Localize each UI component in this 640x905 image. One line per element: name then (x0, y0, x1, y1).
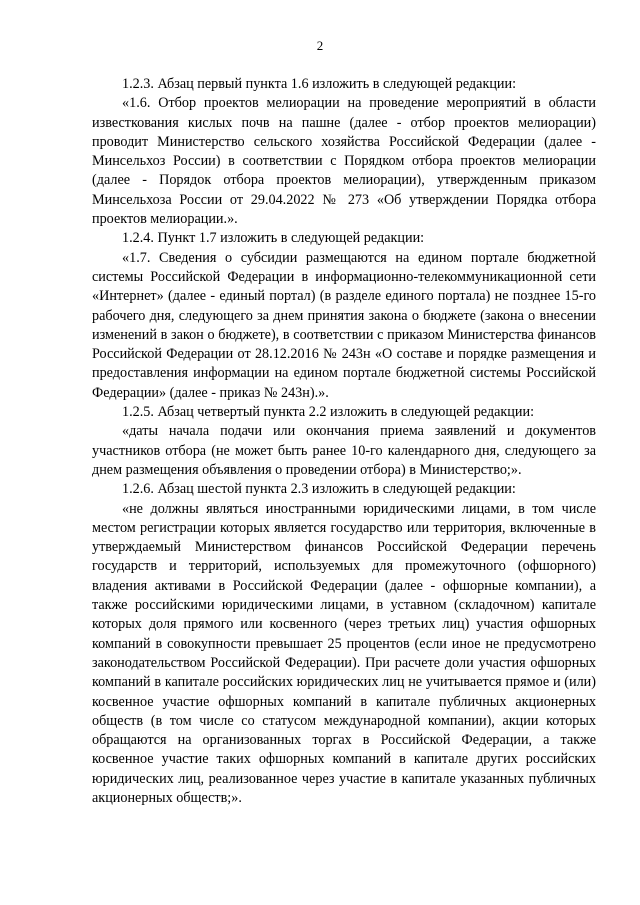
paragraph-item-1-7: «1.7. Сведения о субсидии размещаются на едином портале бюджетной системы Российской Федерации в информационно-телекоммуникационной сети «Интернет» (далее - единый портал) (в разделе единого портала) не позднее 15-го рабочего дня, следующего за днем принятия закона о бюджете (закона о внесении изменений в закон о бюджете), в соответствии с приказом Министерства финансов Российской Федерации от 28.12.2016 № 243н «О составе и порядке размещения и предоставления информации на едином портале бюджетной системы Российской Федерации» (далее - приказ № 243н).». (92, 249, 596, 401)
paragraph-1-2-4: 1.2.4. Пункт 1.7 изложить в следующей редакции: (122, 230, 425, 247)
paragraph-1-2-6: 1.2.6. Абзац шестой пункта 2.3 изложить в следующей редакции: (122, 481, 516, 498)
document-body (92, 75, 596, 808)
paragraph-item-2-3: «не должны являться иностранными юридическими лицами, в том числе местом регистрации которых является государство или территория, включенные в утверждаемый Министерством финансов Российской Федерации перечень государств и территорий, используемых для промежуточного (офшорного) владения активами в Российской Федерации (далее - офшорные компании), а также российскими юридическими лицами, в уставном (складочном) капитале которых доля прямого или косвенного (через третьих лиц) участия офшорных компаний в совокупности превышает 25 процентов (если иное не предусмотрено законодательством Российской Федерации). При расчете доли участия офшорных компаний в капитале российских юридических лиц не учитывается прямое и (или) косвенное участие офшорных компаний в капитале публичных акционерных обществ (в том числе со статусом международной компании), акции которых обращаются на организованных торгах в Российской Федерации, а также косвенное участие таких офшорных компаний в капитале других российских юридических лиц, реализованное через участие в капитале указанных публичных акционерных обществ;». (92, 500, 596, 806)
paragraph-item-2-2: «даты начала подачи или окончания приема заявлений и документов участников отбора (не может быть ранее 10-го календарного дня, следующего за днем размещения объявления о проведении отбора) в Министерство;». (92, 423, 596, 478)
paragraph-1-2-5: 1.2.5. Абзац четвертый пункта 2.2 изложить в следующей редакции: (122, 404, 535, 421)
page-number: 2 (316, 38, 324, 53)
paragraph-item-1-6: «1.6. Отбор проектов мелиорации на проведение мероприятий в области известкования кислых почв на пашне (далее - отбор проектов мелиорации) проводит Министерство сельского хозяйства Российской Федерации (далее - Минсельхоз России) в соответствии с Порядком отбора проектов мелиорации (далее - Порядок отбора проектов мелиорации), утвержденным приказом Минсельхоза России от 29.04.2022 № 273 «Об утверждении Порядка отбора проектов мелиорации.». (92, 95, 596, 228)
paragraph-1-2-3: 1.2.3. Абзац первый пункта 1.6 изложить в следующей редакции: (122, 76, 517, 92)
